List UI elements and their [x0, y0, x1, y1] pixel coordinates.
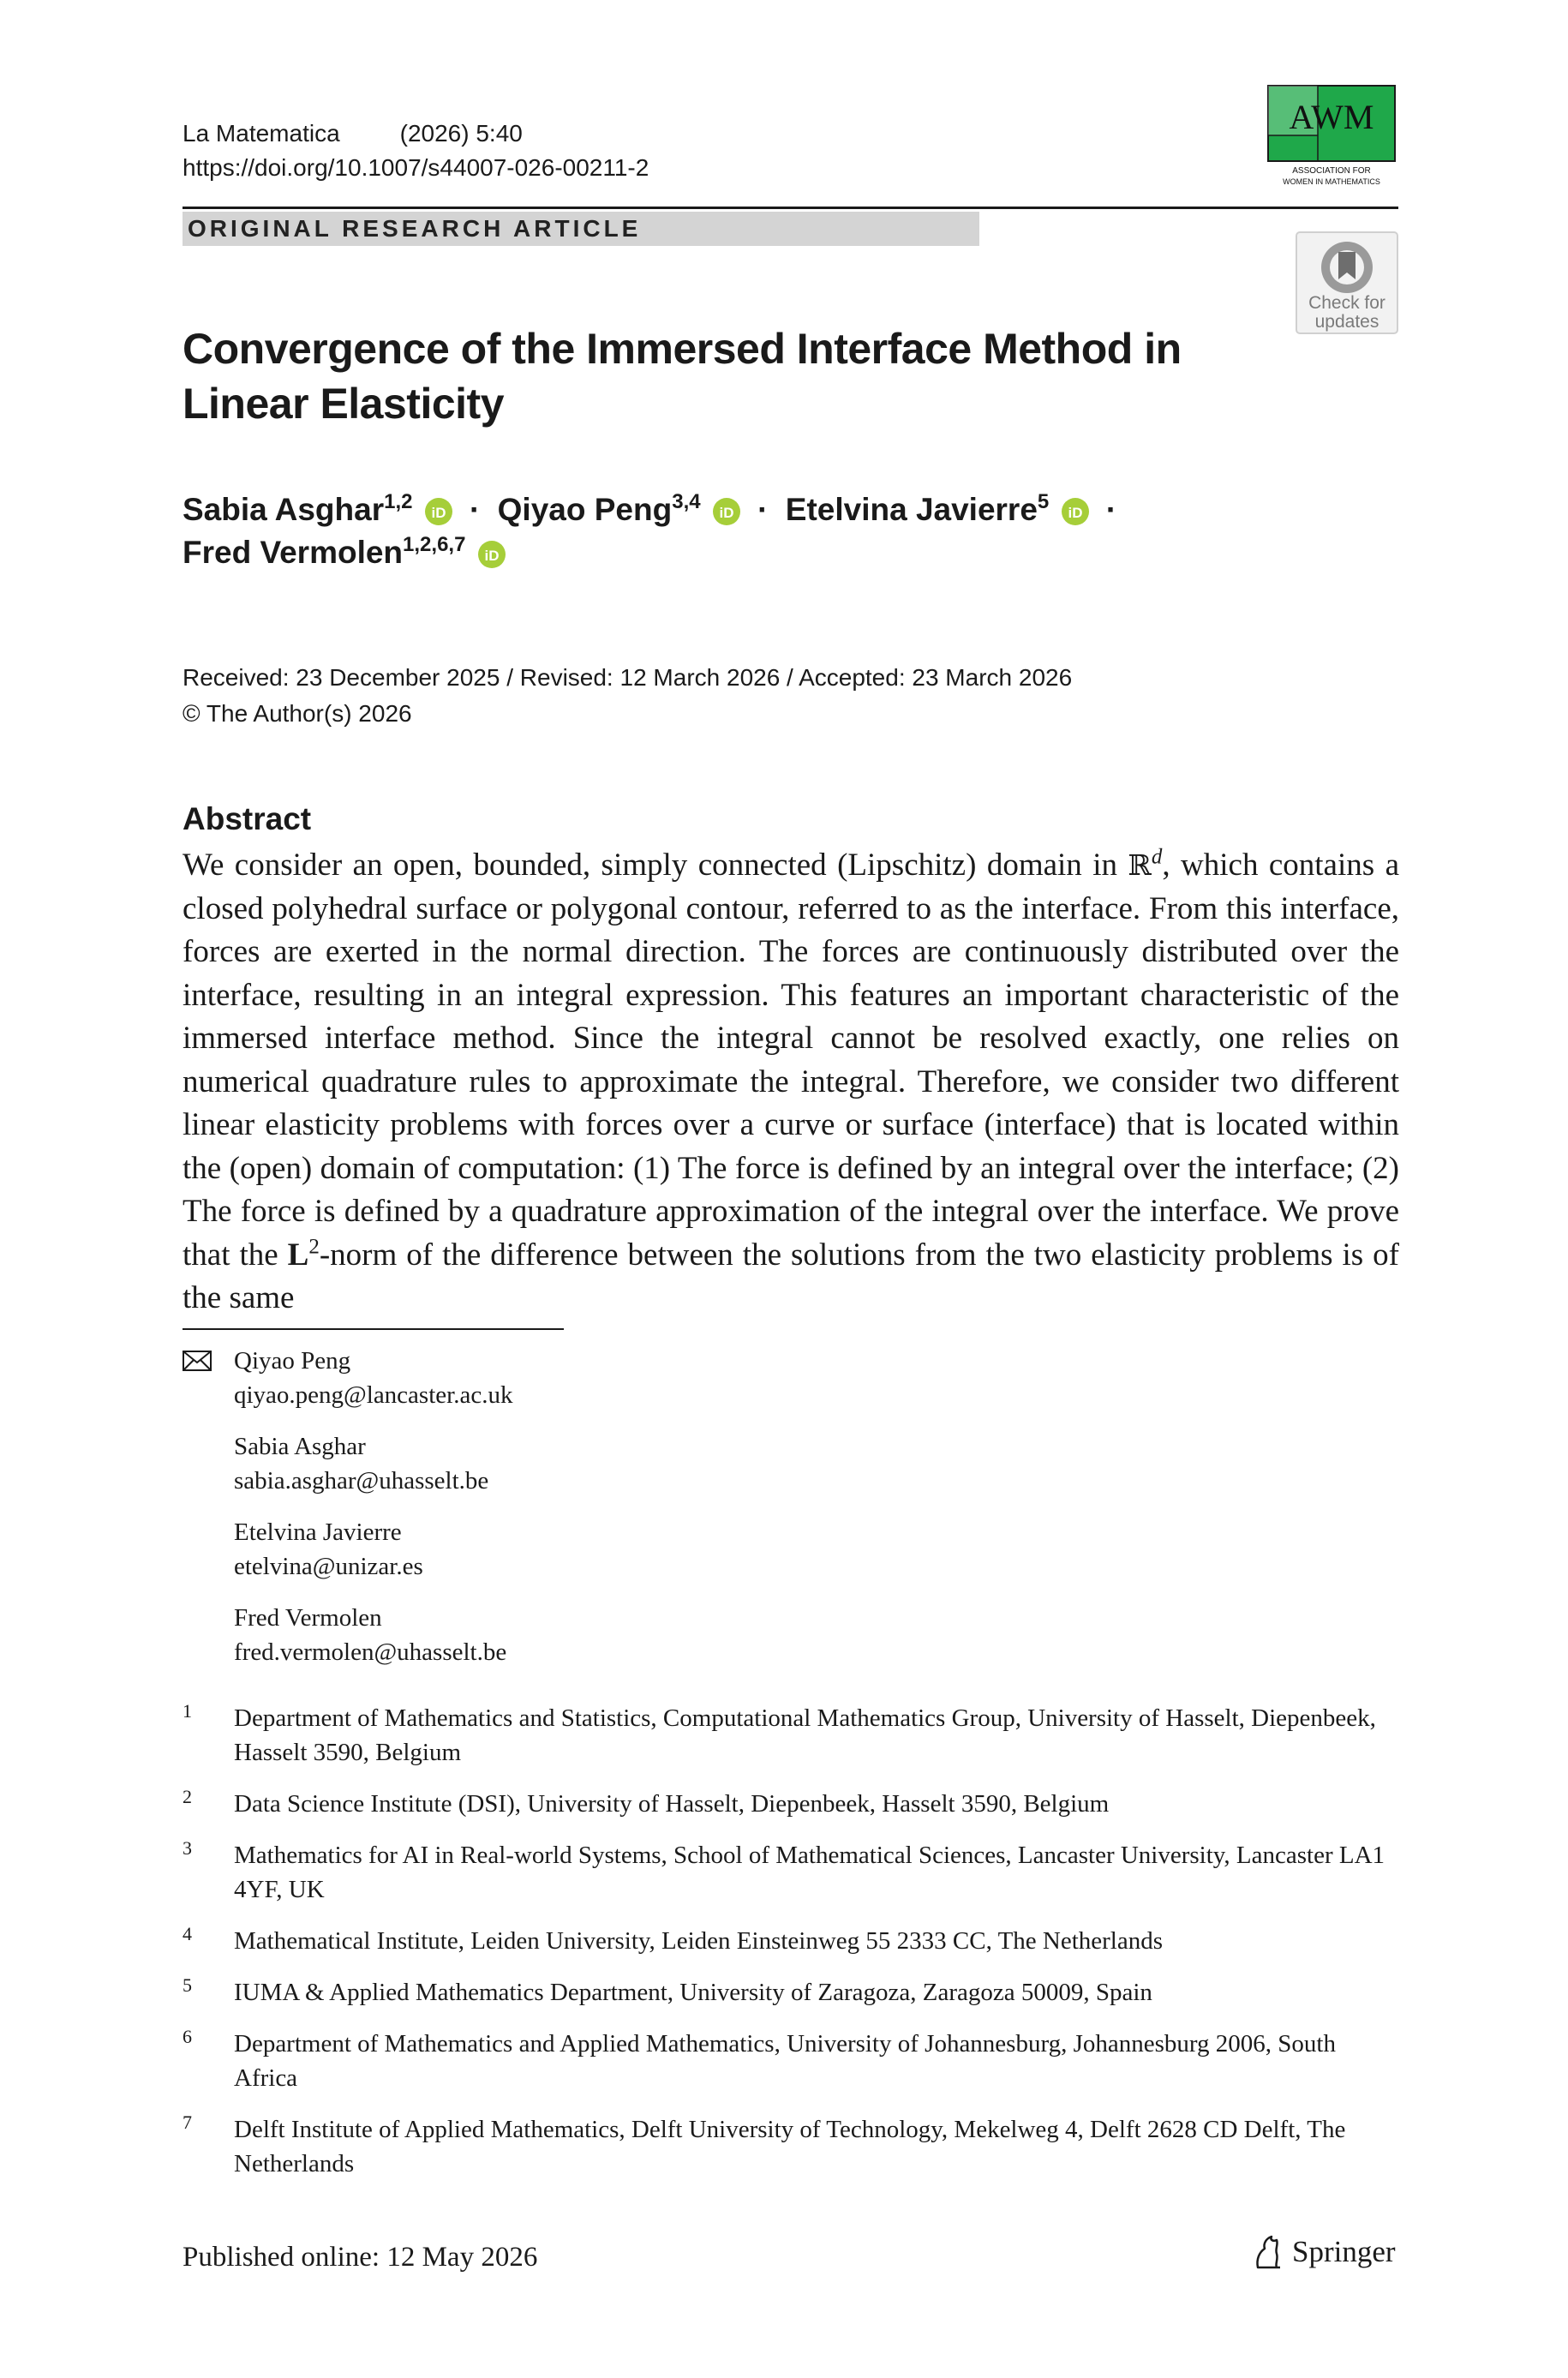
affiliation-text: IUMA & Applied Mathematics Department, University of Zaragoza, Zaragoza 50009, Spain: [234, 1979, 1152, 2006]
springer-wordmark: Springer: [1292, 2235, 1396, 2268]
affiliation-text: Data Science Institute (DSI), University of Hasselt, Diepenbeek, Hasselt 3590, Belgium: [234, 1790, 1110, 1818]
affiliation-text: Mathematical Institute, Leiden University, Leiden Einsteinweg 55 2333 CC, The Netherlands: [234, 1927, 1164, 1955]
contact-entry: [234, 1601, 512, 1669]
abstract-heading: Abstract: [183, 801, 312, 836]
awm-caption-1: ASSOCIATION FOR: [1292, 166, 1371, 176]
affiliation-item: [183, 1838, 1399, 1907]
awm-logo-text: AWM: [1289, 98, 1374, 136]
affiliation-item: [183, 1787, 1399, 1821]
contact-email[interactable]: etelvina@unizar.es: [234, 1553, 423, 1580]
svg-text:iD: iD: [719, 505, 734, 521]
author-name[interactable]: Qiyao Peng: [497, 492, 673, 527]
affiliation-item: [183, 1975, 1399, 2010]
footnote-rule: [183, 1328, 564, 1330]
norm-exponent: 2: [308, 1235, 320, 1259]
contact-name: Qiyao Peng: [234, 1347, 351, 1375]
affiliation-number: 2: [183, 1786, 192, 1807]
contact-name: Fred Vermolen: [234, 1604, 382, 1632]
reals-symbol: ℝ: [1128, 848, 1152, 882]
header-rule: [183, 207, 1398, 209]
author-affil-sup: 3,4: [672, 490, 701, 513]
affiliation-item: [183, 1924, 1399, 1958]
orcid-icon[interactable]: [1062, 498, 1089, 525]
journal-name: La Matematica: [183, 120, 340, 147]
author-name[interactable]: Etelvina Javierre: [785, 492, 1038, 527]
affiliation-item: [183, 2027, 1399, 2095]
author-name[interactable]: Fred Vermolen: [183, 535, 404, 570]
contact-name: Etelvina Javierre: [234, 1518, 402, 1546]
affiliation-text: Department of Mathematics and Statistics, Computational Mathematics Group, University of Hasselt, Diepenbeek, Hasselt 3590, Belgium: [234, 1704, 1376, 1766]
awm-logo: [1266, 84, 1397, 189]
affiliation-number: 7: [183, 2111, 192, 2133]
contact-email[interactable]: sabia.asghar@uhasselt.be: [234, 1467, 489, 1494]
running-header: [183, 117, 649, 185]
article-type-banner: ORIGINAL RESEARCH ARTICLE: [183, 212, 979, 246]
envelope-icon: [183, 1351, 212, 1371]
svg-text:iD: iD: [1068, 505, 1083, 521]
awm-caption-2: WOMEN IN MATHEMATICS: [1283, 177, 1380, 186]
author-affil-sup: 5: [1037, 490, 1050, 513]
orcid-icon[interactable]: [425, 498, 452, 525]
affiliation-list: [183, 1701, 1399, 2198]
paper-title: Convergence of the Immersed Interface Method in Linear Elasticity: [183, 325, 1182, 428]
affiliation-number: 4: [183, 1923, 192, 1944]
dimension-exponent: d: [1151, 845, 1163, 869]
norm-symbol: L: [287, 1237, 309, 1273]
affiliation-item: [183, 1701, 1399, 1770]
affiliation-number: 5: [183, 1974, 192, 1996]
author-separator: ·: [757, 492, 769, 527]
orcid-icon[interactable]: [478, 541, 506, 568]
author-affil-sup: 1,2,6,7: [403, 533, 466, 556]
check-for-updates-badge[interactable]: [1296, 231, 1398, 334]
history-dates: Received: 23 December 2025 / Revised: 12 March 2026 / Accepted: 23 March 2026: [183, 664, 1073, 691]
affiliation-text: Mathematics for AI in Real-world Systems, School of Mathematical Sciences, Lancaster University, Lancaster LA1 4YF, UK: [234, 1842, 1385, 1903]
affiliation-item: [183, 2112, 1399, 2181]
author-separator: ·: [470, 492, 481, 527]
contact-entry: [234, 1515, 512, 1584]
published-online: Published online: 12 May 2026: [183, 2242, 538, 2273]
check-updates-line2: updates: [1314, 312, 1379, 332]
affiliation-text: Department of Mathematics and Applied Mathematics, University of Johannesburg, Johannesburg 2006, South Africa: [234, 2030, 1336, 2092]
author-affil-sup: 1,2: [384, 490, 413, 513]
springer-horse-icon: [1251, 2233, 1285, 2271]
check-updates-line1: Check for: [1308, 293, 1385, 313]
doi-link[interactable]: https://doi.org/10.1007/s44007-026-00211-2: [183, 154, 649, 181]
contact-entry: [234, 1344, 512, 1412]
corresponding-contacts: [183, 1344, 512, 1686]
affiliation-text: Delft Institute of Applied Mathematics, Delft University of Technology, Mekelweg 4, Delft 2628 CD Delft, The Netherlands: [234, 2116, 1346, 2177]
contact-entry: [234, 1429, 512, 1498]
article-dates: [183, 660, 1072, 732]
author-list: [183, 488, 1399, 574]
svg-text:iD: iD: [484, 548, 500, 564]
contact-name: Sabia Asghar: [234, 1433, 366, 1460]
abstract-text: We consider an open, bounded, simply connected (Lipschitz) domain in ℝ$^d$, which contains a closed polyhedral surface or polygonal contour, referred to as the interface. From this interface, forces are exerted in the normal direction. The forces are continuously distributed over the interface, resulting in an integral expression. This features an important characteristic of the immersed interface method. Since the integral cannot be resolved exactly, one relies on numerical quadrature rules to approximate the integral. Therefore, we consider two different linear elasticity problems with forces over a curve or surface (interface) that is located within the (open) domain of computation: (1) The force is defined by an integral over the interface; (2) The force is defined by a quadrature approximation of the integral over the interface. We prove that the $L^2$-norm of the difference between the solutions from the two elasticity problems is of the same: [183, 845, 1399, 1315]
contact-email[interactable]: fred.vermolen@uhasselt.be: [234, 1638, 507, 1666]
author-name[interactable]: Sabia Asghar: [183, 492, 385, 527]
volume-info: (2026) 5:40: [399, 120, 523, 147]
author-separator: ·: [1105, 492, 1117, 527]
affiliation-number: 3: [183, 1837, 192, 1859]
svg-text:iD: iD: [431, 505, 446, 521]
springer-logo[interactable]: [1251, 2233, 1396, 2271]
affiliation-number: 6: [183, 2026, 192, 2047]
contact-email[interactable]: qiyao.peng@lancaster.ac.uk: [234, 1381, 513, 1409]
orcid-icon[interactable]: [713, 498, 740, 525]
copyright-notice: © The Author(s) 2026: [183, 700, 412, 727]
affiliation-number: 1: [183, 1700, 192, 1722]
